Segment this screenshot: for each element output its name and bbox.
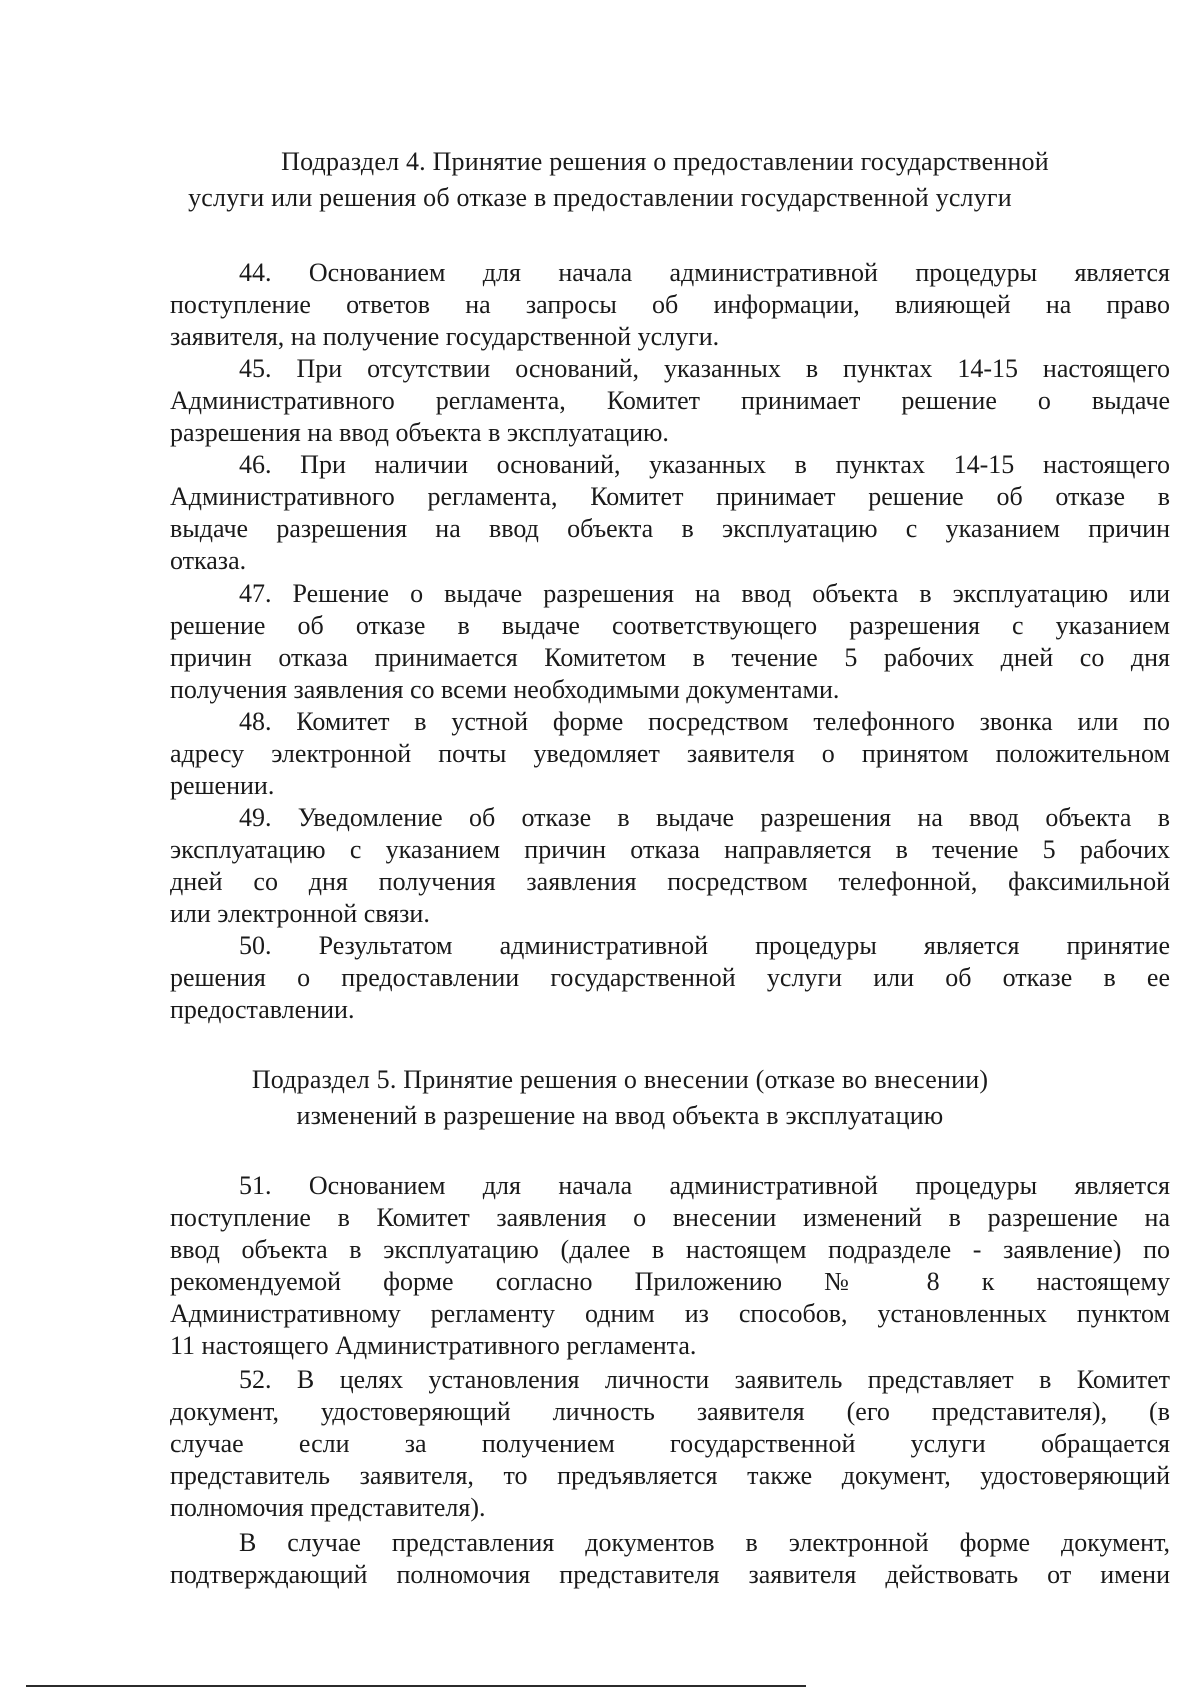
heading-line: Подраздел 5. Принятие решения о внесении (отказе во внесении) [251, 1065, 989, 1094]
text-line: 51. Основанием для начала административной процедуры является [239, 1171, 1170, 1200]
text-line: В случае представления документов в электронной форме документ, [239, 1528, 1170, 1557]
text-line: поступление ответов на запросы об информации, влияющей на право [170, 290, 1170, 319]
text-line: 48. Комитет в устной форме посредством телефонного звонка или по [239, 707, 1170, 736]
text-line: рекомендуемой форме согласно Приложению № 8 к настоящему [170, 1267, 1170, 1296]
text-line: полномочия представителя). [170, 1493, 486, 1522]
heading-line: услуги или решения об отказе в предоставлении государственной услуги [188, 183, 1012, 212]
text-line: поступление в Комитет заявления о внесении изменений в разрешение на [170, 1203, 1170, 1232]
text-line: 46. При наличии оснований, указанных в пунктах 14-15 настоящего [239, 450, 1170, 479]
text-line: решении. [170, 771, 275, 800]
text-line: представитель заявителя, то предъявляется также документ, удостоверяющий [170, 1461, 1170, 1490]
heading-line: изменений в разрешение на ввод объекта в эксплуатацию [296, 1101, 944, 1130]
text-line: 50. Результатом административной процедуры является принятие [239, 931, 1170, 960]
text-line: Административного регламента, Комитет принимает решение об отказе в [170, 482, 1170, 511]
text-line: документ, удостоверяющий личность заявителя (его представителя), (в [170, 1397, 1170, 1426]
text-line: Административного регламента, Комитет принимает решение о выдаче [170, 386, 1170, 415]
text-line: выдаче разрешения на ввод объекта в эксплуатацию с указанием причин [170, 514, 1170, 543]
text-line: 11 настоящего Административного регламента. [170, 1331, 697, 1360]
heading-line: Подраздел 4. Принятие решения о предоставлении государственной [281, 147, 1049, 176]
text-line: причин отказа принимается Комитетом в течение 5 рабочих дней со дня [170, 643, 1170, 672]
text-line: эксплуатацию с указанием причин отказа направляется в течение 5 рабочих [170, 835, 1170, 864]
text-line: случае если за получением государственной услуги обращается [170, 1429, 1170, 1458]
text-line: 47. Решение о выдаче разрешения на ввод объекта в эксплуатацию или [239, 579, 1170, 608]
text-line: заявителя, на получение государственной услуги. [170, 322, 720, 351]
text-line: подтверждающий полномочия представителя заявителя действовать от имени [170, 1560, 1170, 1589]
footer-rule [26, 1685, 806, 1687]
text-line: предоставлении. [170, 995, 355, 1024]
text-line: адресу электронной почты уведомляет заявителя о принятом положительном [170, 739, 1170, 768]
text-line: получения заявления со всеми необходимыми документами. [170, 675, 840, 704]
text-line: дней со дня получения заявления посредством телефонной, факсимильной [170, 867, 1170, 896]
text-line: отказа. [170, 546, 247, 575]
text-line: 45. При отсутствии оснований, указанных в пунктах 14-15 настоящего [239, 354, 1170, 383]
text-line: 52. В целях установления личности заявитель представляет в Комитет [239, 1365, 1170, 1394]
text-line: или электронной связи. [170, 899, 430, 928]
text-line: 44. Основанием для начала административной процедуры является [239, 258, 1170, 287]
text-line: разрешения на ввод объекта в эксплуатацию. [170, 418, 669, 447]
subsection-4-heading [0, 144, 1200, 216]
text-line: 49. Уведомление об отказе в выдаче разрешения на ввод объекта в [239, 803, 1170, 832]
subsection-5-heading [0, 1062, 1200, 1134]
text-line: Административному регламенту одним из способов, установленных пунктом [170, 1299, 1170, 1328]
text-line: решение об отказе в выдаче соответствующего разрешения с указанием [170, 611, 1170, 640]
text-line: решения о предоставлении государственной услуги или об отказе в ее [170, 963, 1170, 992]
text-line: ввод объекта в эксплуатацию (далее в настоящем подразделе - заявление) по [170, 1235, 1170, 1264]
